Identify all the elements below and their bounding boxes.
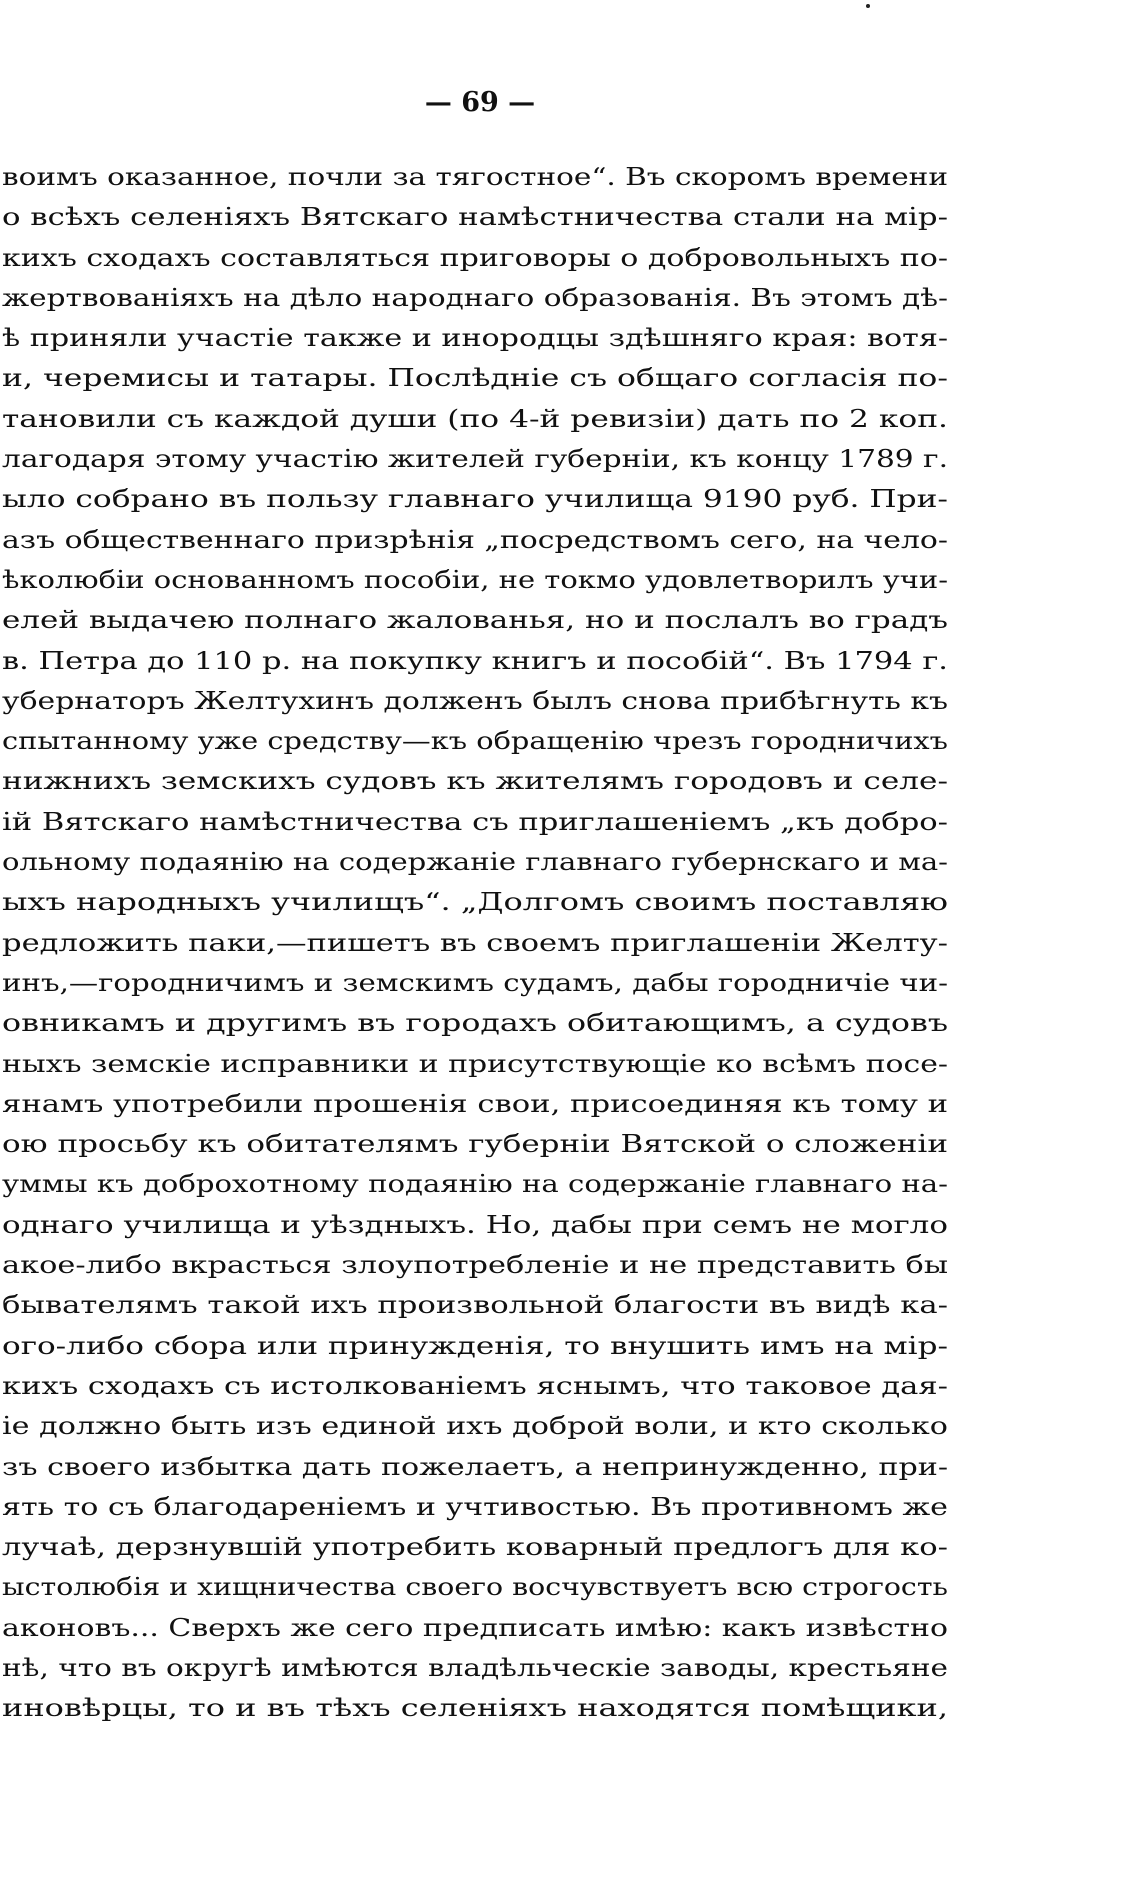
text-line: [0, 1648, 1140, 1688]
text-line-content: ныхъ земскіе исправники и присутствующіе ко всѣмъ посе-: [2, 1048, 948, 1078]
text-line: [0, 1567, 1140, 1607]
text-line: [0, 721, 1140, 761]
text-line-content: ыхъ народныхъ училищъ“. „Долгомъ своимъ поставляю: [2, 887, 948, 917]
text-line-content: янамъ употребили прошенія свои, присоединяя къ тому и: [2, 1088, 948, 1118]
text-line: [0, 560, 1140, 600]
text-line: [0, 1447, 1140, 1487]
text-line-content: азъ общественнаго призрѣнія „посредствомъ сего, на чело-: [2, 524, 948, 554]
text-line: [0, 157, 1140, 197]
text-line: [0, 520, 1140, 560]
text-line-content: ольному подаянію на содержаніе главнаго губернскаго и ма-: [2, 847, 948, 877]
text-line-content: овникамъ и другимъ въ городахъ обитающимъ, а судовъ: [2, 1008, 948, 1038]
text-line-content: нѣ, что въ округѣ имѣются владѣльческіе заводы, крестьяне: [2, 1652, 948, 1682]
text-line-content: ѣколюбіи основанномъ пособіи, не токмо удовлетворилъ учи-: [2, 564, 949, 594]
text-line: [0, 1527, 1140, 1567]
text-line: [0, 1084, 1140, 1124]
text-line-content: спытанному уже средству—къ обращенію чрезъ городничихъ: [2, 726, 948, 756]
text-line-content: иновѣрцы, то и въ тѣхъ селеніяхъ находятся помѣщики,: [2, 1693, 948, 1723]
text-line-content: ять то съ благодареніемъ и учтивостью. Въ противномъ же: [2, 1491, 949, 1521]
text-line: [0, 802, 1140, 842]
text-line-content: ою просьбу къ обитателямъ губерніи Вятской о сложеніи: [2, 1129, 948, 1159]
text-line-content: воимъ оказанное, почли за тягостное“. Въ скоромъ времени: [2, 162, 948, 191]
text-line: [0, 1003, 1140, 1043]
text-line-content: іе должно быть изъ единой ихъ доброй воли, и кто сколько: [2, 1411, 948, 1441]
text-line: [0, 238, 1140, 278]
text-line: [0, 399, 1140, 439]
text-line: [0, 1285, 1140, 1325]
text-line: [0, 882, 1140, 922]
body-text: [0, 157, 1140, 1729]
text-line: [0, 1487, 1140, 1527]
text-line-content: инъ,—городничимъ и земскимъ судамъ, дабы городничіе чи-: [2, 967, 949, 997]
text-line: [0, 1164, 1140, 1204]
text-line-content: ыло собрано въ пользу главнаго училища 9190 руб. При-: [2, 484, 948, 514]
text-line: [0, 479, 1140, 519]
text-line-content: ѣ приняли участіе также и инородцы здѣшняго края: вотя-: [2, 323, 948, 353]
text-line: [0, 842, 1140, 882]
text-line-content: убернаторъ Желтухинъ долженъ былъ снова прибѣгнуть къ: [2, 685, 949, 715]
text-line-content: тановили съ каждой души (по 4-й ревизіи) дать по 2 коп.: [2, 403, 948, 433]
text-line: [0, 1406, 1140, 1446]
text-line-content: нижнихъ земскихъ судовъ къ жителямъ городовъ и селе-: [2, 766, 948, 796]
text-line-content: кихъ сходахъ составляться приговоры о добровольныхъ по-: [2, 242, 948, 272]
text-line-content: ого-либо сбора или принужденія, то внушить имъ на мір-: [2, 1330, 949, 1360]
print-speck: [866, 4, 870, 8]
text-line: [0, 1366, 1140, 1406]
text-line: [0, 1326, 1140, 1366]
text-line-content: о всѣхъ селеніяхъ Вятскаго намѣстничества стали на мір-: [2, 202, 948, 232]
text-line: [0, 1124, 1140, 1164]
text-line: [0, 963, 1140, 1003]
text-line-content: ій Вятскаго намѣстничества съ приглашеніемъ „къ добро-: [2, 806, 948, 836]
text-line: [0, 1688, 1140, 1728]
text-line: [0, 1608, 1140, 1648]
text-line: [0, 439, 1140, 479]
text-line-content: бывателямъ такой ихъ произвольной благости въ видѣ ка-: [2, 1290, 948, 1320]
text-line: [0, 1205, 1140, 1245]
text-line: [0, 923, 1140, 963]
text-line-content: акое-либо вкрасться злоупотребленіе и не представить бы: [2, 1250, 948, 1280]
text-line: [0, 681, 1140, 721]
text-line: [0, 1245, 1140, 1285]
text-line-content: лучаѣ, дерзнувшій употребить коварный предлогъ для ко-: [2, 1532, 948, 1562]
text-line-content: ыстолюбія и хищничества своего восчувствуетъ всю строгость: [2, 1572, 948, 1602]
text-line-content: кихъ сходахъ съ истолкованіемъ яснымъ, что таковое дая-: [2, 1370, 949, 1400]
text-line: [0, 600, 1140, 640]
text-line: [0, 358, 1140, 398]
text-line-content: зъ своего избытка дать пожелаетъ, а непринужденно, при-: [2, 1451, 948, 1481]
text-line: [0, 641, 1140, 681]
text-line: [0, 1044, 1140, 1084]
page-number: — 69 —: [424, 87, 536, 118]
text-line-content: в. Петра до 110 р. на покупку книгъ и пособій“. Въ 1794 г.: [2, 645, 948, 675]
text-line: [0, 278, 1140, 318]
text-line-content: жертвованіяхъ на дѣло народнаго образованія. Въ этомъ дѣ-: [2, 282, 949, 312]
text-line: [0, 761, 1140, 801]
text-line-content: однаго училища и уѣздныхъ. Но, дабы при семъ не могло: [2, 1209, 948, 1239]
text-line-content: лагодаря этому участію жителей губерніи, къ концу 1789 г.: [2, 444, 948, 474]
text-line-content: аконовъ... Сверхъ же сего предписать имѣю: какъ извѣстно: [2, 1612, 948, 1642]
text-line: [0, 197, 1140, 237]
text-line-content: и, черемисы и татары. Послѣдніе съ общаго согласія по-: [2, 363, 948, 393]
text-line-content: уммы къ доброхотному подаянію на содержаніе главнаго на-: [2, 1169, 948, 1199]
text-line: [0, 318, 1140, 358]
text-line-content: редложить паки,—пишетъ въ своемъ приглашеніи Желту-: [2, 927, 948, 957]
text-line-content: елей выдачею полнаго жалованья, но и послалъ во градъ: [2, 605, 948, 635]
